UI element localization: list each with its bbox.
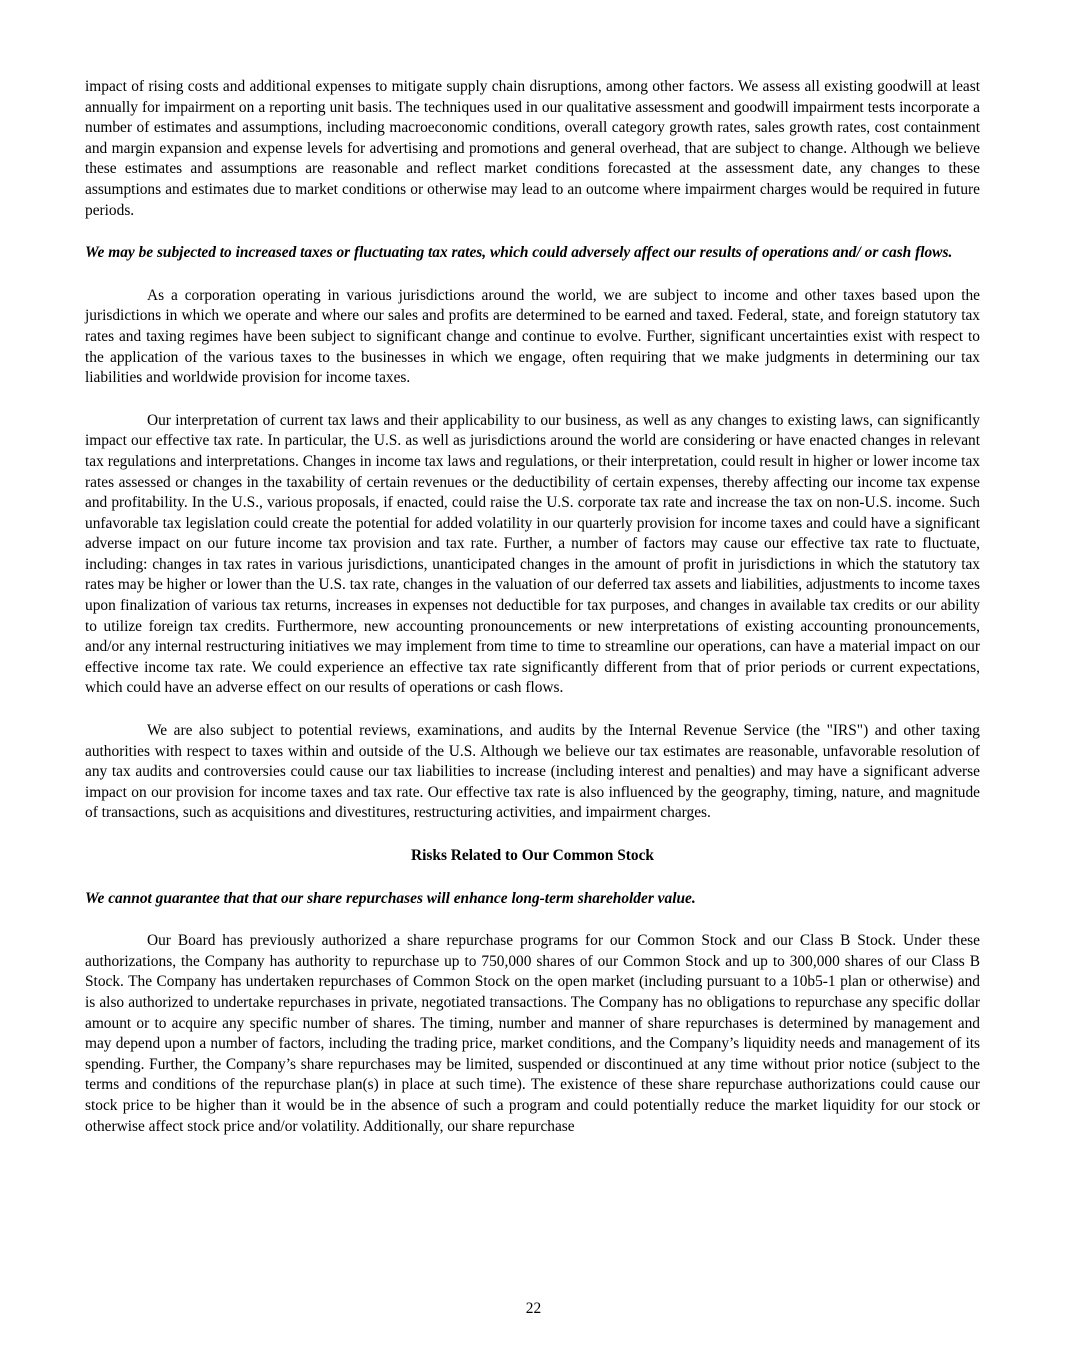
paragraph-share-repurchase: Our Board has previously authorized a share repurchase programs for our Common Stock and our Class B Stock. Under these authorizations, the Company has authority to repurchase up to 750,000 shares of our Common Stock and up to 300,000 shares of our Class B Stock. The Company has undertaken repurchases of Common Stock on the open market (including pursuant to a 10b5-1 plan or otherwise) and is also authorized to undertake repurchases in private, negotiated transactions. The Company has no obligations to repurchase any specific dollar amount or to acquire any specific number of shares. The timing, number and manner of share repurchases is determined by management and may depend upon a number of factors, including the trading price, market conditions, and the Company’s liquidity needs and management of its spending. Further, the Company’s share repurchases may be limited, suspended or discontinued at any time without prior notice (subject to the terms and conditions of the repurchase plan(s) in place at such time). The existence of these share repurchase authorizations could cause our stock price to be higher than it would be in the absence of such a program and could potentially reduce the market liquidity for our stock or otherwise affect stock price and/or volatility. Additionally, our share repurchase: [85, 932, 980, 1135]
page-number: 22: [525, 1300, 542, 1317]
paragraph-goodwill-continued: impact of rising costs and additional expenses to mitigate supply chain disruptions, among other factors. We assess all existing goodwill at least annually for impairment on a reporting unit basis. The techniques used in our qualitative assessment and goodwill impairment tests incorporate a number of estimates and assumptions, including macroeconomic conditions, overall category growth rates, sales growth rates, cost containment and margin expansion and expense levels for advertising and promotions and general overhead, that are subject to change. Although we believe these estimates and assumptions are reasonable and reflect market conditions forecasted at the assessment date, any changes to these assumptions and estimates due to market conditions or otherwise may lead to an outcome where impairment charges would be required in future periods.: [85, 78, 980, 219]
paragraph-tax-interpretation: Our interpretation of current tax laws and their applicability to our business, as well as any changes to existing laws, can significantly impact our effective tax rate. In particular, the U.S. as well as jurisdictions around the world are considering or have enacted changes in relevant tax regulations and interpretations. Changes in income tax laws and regulations, or their interpretation, could result in higher or lower income tax rates assessed or changes in the taxability of certain revenues or the deductibility of certain expenses, thereby affecting our income tax expense and profitability. In the U.S., various proposals, if enacted, could raise the U.S. corporate tax rate and increase the tax on non-U.S. income. Such unfavorable tax legislation could create the potential for added volatility in our quarterly provision for income taxes and could have a significant adverse impact on our future income tax provision and tax rate. Further, a number of factors may cause our effective tax rate to fluctuate, including: changes in tax rates in various jurisdictions, unanticipated changes in the amount of profit in jurisdictions in which the statutory tax rates may be higher or lower than the U.S. tax rate, changes in the valuation of our deferred tax assets and liabilities, adjustments to income taxes upon finalization of various tax returns, increases in expenses not deductible for tax purposes, and changes in available tax credits or our ability to utilize foreign tax credits. Furthermore, new accounting pronouncements or new interpretations of existing accounting pronouncements, and/or any internal restructuring initiatives we may implement from time to time to streamline our operations, can have a material impact on our effective income tax rate. We could experience an effective tax rate significantly different from that of prior periods or current expectations, which could have an adverse effect on our results of operations or cash flows.: [85, 411, 980, 697]
section-title-common-stock: Risks Related to Our Common Stock: [411, 847, 654, 864]
paragraph-tax-jurisdictions: As a corporation operating in various jurisdictions around the world, we are subject to income and other taxes based upon the jurisdictions in which we operate and where our sales and profits are determined to be earned and taxed. Federal, state, and foreign statutory tax rates and taxing regimes have been subject to significant change and continue to evolve. Further, significant uncertainties exist with respect to the application of the various taxes to the businesses in which we engage, often requiring that we make judgments in determining our tax liabilities and worldwide provision for income taxes.: [85, 286, 980, 387]
heading-tax-risk: We may be subjected to increased taxes or fluctuating tax rates, which could adversely affect our results of operations and/ or cash flows.: [85, 244, 953, 262]
heading-share-repurchase-risk: We cannot guarantee that that our share repurchases will enhance long-term shareholder value.: [85, 889, 696, 907]
document-page: [85, 77, 980, 1137]
paragraph-tax-audits: We are also subject to potential reviews, examinations, and audits by the Internal Revenue Service (the "IRS") and other taxing authorities with respect to taxes within and outside of the U.S. Although we believe our tax estimates are reasonable, unfavorable resolution of any tax audits and controversies could cause our tax liabilities to increase (including interest and penalties) and may have a significant adverse impact on our provision for income taxes and tax rate. Our effective tax rate is also influenced by the geography, timing, nature, and magnitude of transactions, such as acquisitions and divestitures, restructuring activities, and impairment charges.: [85, 722, 980, 822]
